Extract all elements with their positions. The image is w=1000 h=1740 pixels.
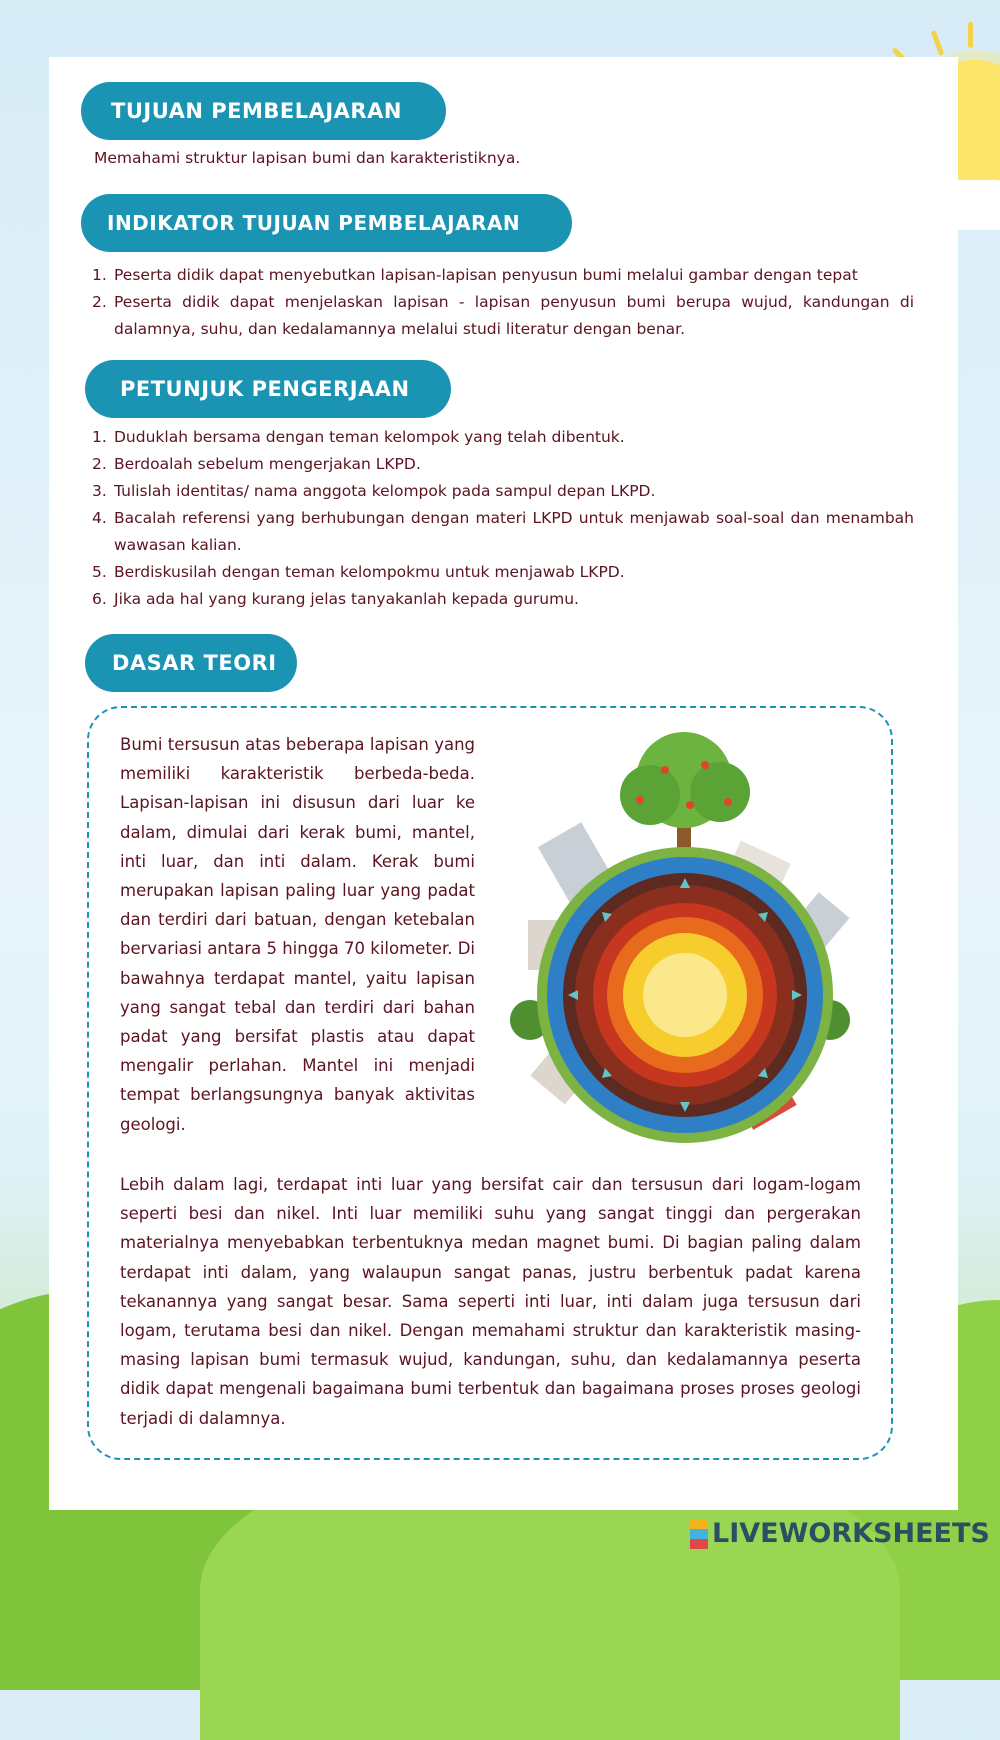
list-item: 2. Berdoalah sebelum mengerjakan LKPD. <box>92 455 421 473</box>
list-item: 5. Berdiskusilah dengan teman kelompokmu untuk menjawab LKPD. <box>92 563 625 581</box>
list-item: 3. Tulislah identitas/ nama anggota kelompok pada sampul depan LKPD. <box>92 482 656 500</box>
theory-paragraph-2: Lebih dalam lagi, terdapat inti luar yang bersifat cair dan tersusun dari logam-logam seperti besi dan nikel. Inti luar memiliki suhu yang sangat tinggi dan pergerakan materialnya menyebabkan terbentuknya medan magnet bumi. Di bagian paling dalam terdapat inti dalam, yang walaupun sangat panas, justru berbentuk padat karena tekanannya yang sangat besar. Sama seperti inti luar, inti dalam juga tersusun dari logam, terutama besi dan nikel. Dengan memahami struktur dan karakteristik masing-masing lapisan bumi termasuk wujud, kandungan, suhu, dan kedalamannya peserta didik dapat mengenali bagaimana bumi terbentuk dan bagaimana proses proses geologi terjadi di dalamnya. <box>120 1175 861 1428</box>
tujuan-text: Memahami struktur lapisan bumi dan karakteristiknya. <box>94 149 521 167</box>
list-item: 4. Bacalah referensi yang berhubungan dengan materi LKPD untuk menjawab soal-soal dan menambah wawasan kalian. <box>92 509 914 554</box>
earth-layers-illustration <box>500 730 860 1150</box>
indikator-list <box>92 262 914 343</box>
section-title-indikator: INDIKATOR TUJUAN PEMBELAJARAN <box>81 194 572 252</box>
brand-name: LIVEWORKSHEETS <box>712 1518 990 1549</box>
liveworksheets-logo <box>690 1518 990 1549</box>
petunjuk-list <box>92 424 914 613</box>
sun-ray <box>931 30 945 56</box>
list-item: 2. Peserta didik dapat menjelaskan lapisan - lapisan penyusun bumi berupa wujud, kandungan di dalamnya, suhu, dan kedalamannya melalui studi literatur dengan benar. <box>92 293 914 338</box>
section-title-dasar-teori: DASAR TEORI <box>85 634 297 692</box>
section-title-petunjuk: PETUNJUK PENGERJAAN <box>85 360 451 418</box>
inner-core-center <box>643 953 727 1037</box>
logo-icon <box>690 1519 708 1549</box>
theory-paragraph-1: Bumi tersusun atas beberapa lapisan yang memiliki karakteristik berbeda-beda. Lapisan-lapisan ini disusun dari luar ke dalam, dimulai dari kerak bumi, mantel, inti luar, dan inti dalam. Kerak bumi merupakan lapisan paling luar yang padat dan terdiri dari batuan, dengan ketebalan bervariasi antara 5 hingga 70 kilometer. Di bawahnya terdapat mantel, yaitu lapisan yang sangat tebal dan terdiri dari bahan padat yang bersifat plastis atau dapat mengalir perlahan. Mantel ini menjadi tempat berlangsungnya banyak aktivitas geologi. <box>120 735 475 1134</box>
list-item: 1. Duduklah bersama dengan teman kelompok yang telah dibentuk. <box>92 428 625 446</box>
sun-ray <box>968 22 973 48</box>
section-title-tujuan: TUJUAN PEMBELAJARAN <box>81 82 446 140</box>
list-item: 6. Jika ada hal yang kurang jelas tanyakanlah kepada gurumu. <box>92 590 579 608</box>
list-item: 1. Peserta didik dapat menyebutkan lapisan-lapisan penyusun bumi melalui gambar dengan tepat <box>92 266 858 284</box>
